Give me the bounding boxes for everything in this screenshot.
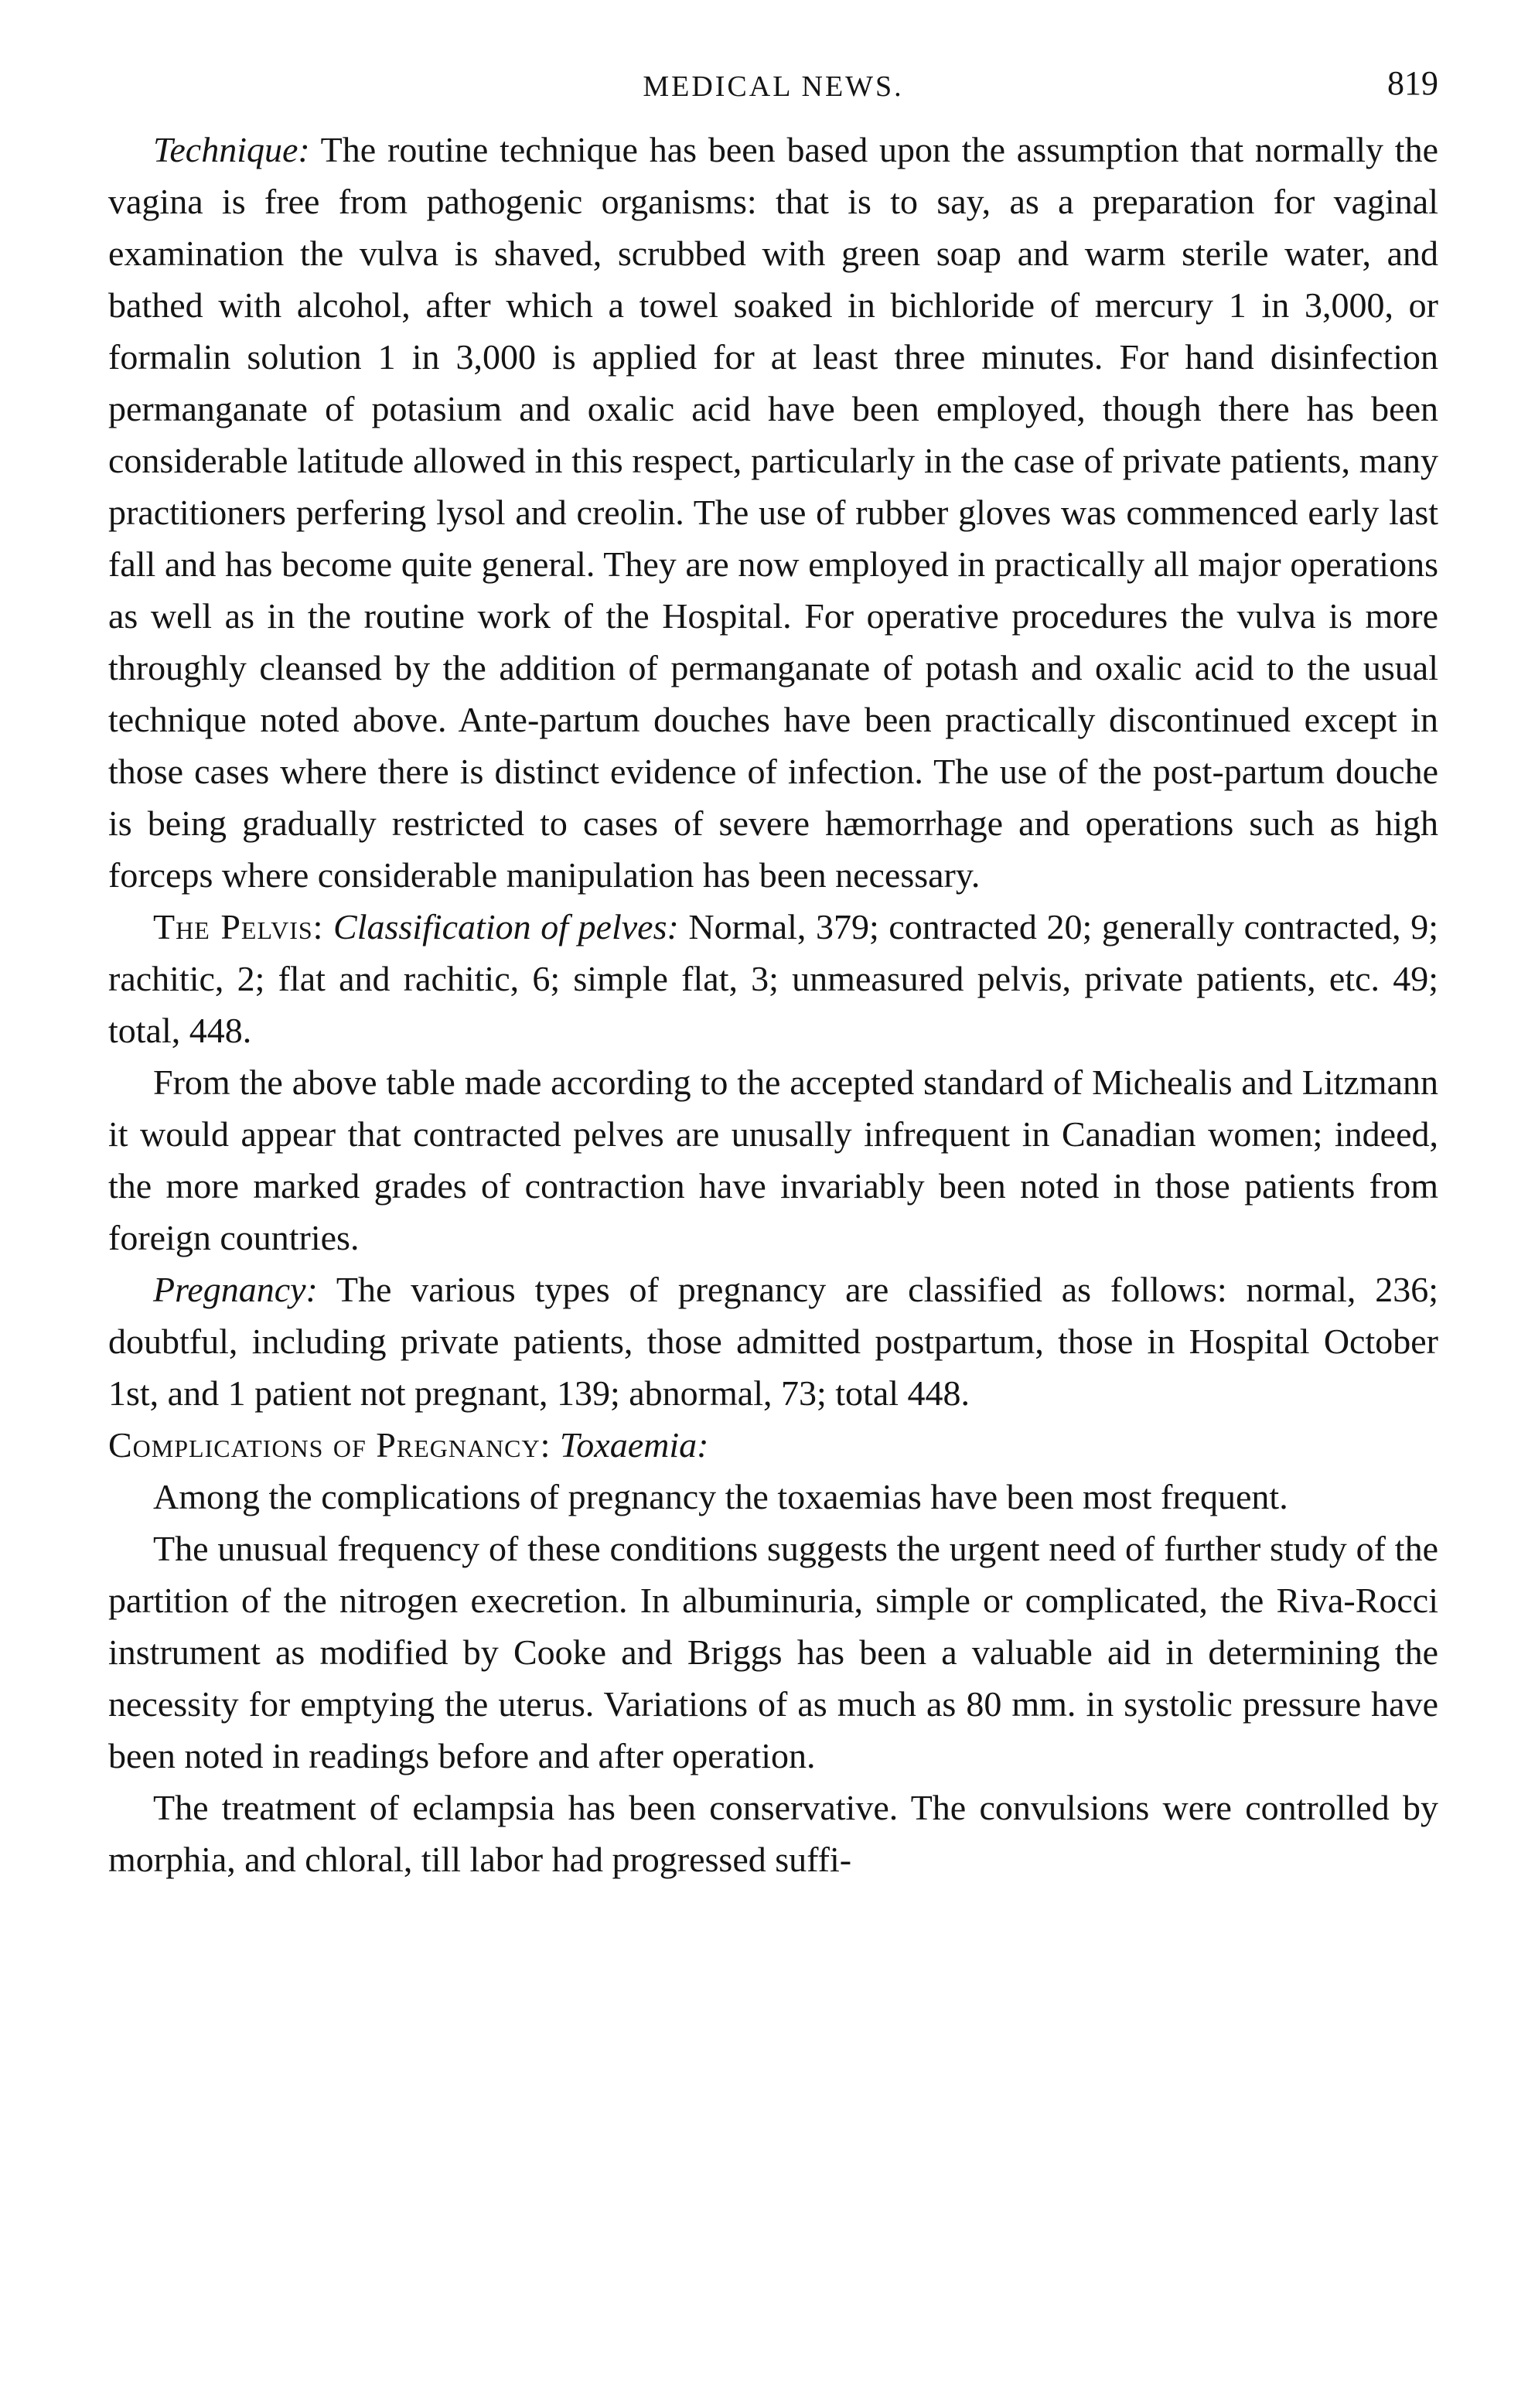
paragraph-text: The treatment of eclampsia has been conservative. The convulsions were controlled by morphia, and chloral, till labor had progressed suffi-: [108, 1788, 1438, 1879]
section-heading-pelvis: The Pelvis:: [153, 907, 324, 946]
section-lead-pregnancy: Pregnancy:: [153, 1270, 318, 1309]
paragraph-text: From the above table made according to the accepted standard of Michealis and Litzmann it would appear that contracted pelves are unusally infrequent in Canadian women; indeed, the more marked grades of contraction have invariably been noted in those patients from foreign countries.: [108, 1062, 1438, 1257]
running-title: MEDICAL NEWS.: [643, 70, 904, 103]
section-heading-complications: Complications of Pregnancy:: [108, 1425, 551, 1465]
article-body: [108, 124, 1438, 1885]
paragraph-pelves-commentary: [108, 1056, 1438, 1264]
paragraph-toxaemia-frequency: [108, 1471, 1438, 1523]
paragraph-text: The various types of pregnancy are classified as follows: normal, 236; doubtful, including private patients, those admitted postpartum, those in Hospital October 1st, and 1 patient not pregnant, 139; abnormal, 73; total 448.: [108, 1270, 1438, 1413]
paragraph-text: The routine technique has been based upon the assumption that normally the vagina is free from pathogenic organisms: that is to say, as a preparation for vaginal examination the vulva is shaved, scrubbed with green soap and warm sterile water, and bathed with alcohol, after which a towel soaked in bichloride of mercury 1 in 3,000, or formalin solution 1 in 3,000 is applied for at least three minutes. For hand disinfection permanganate of potasium and oxalic acid have been employed, though there has been considerable latitude allowed in this respect, particularly in the case of private patients, many practitioners perfering lysol and creolin. The use of rubber gloves was commenced early last fall and has become quite general. They are now employed in practically all major operations as well as in the routine work of the Hospital. For operative procedures the vulva is more throughly cleansed by the addition of permanganate of potash and oxalic acid to the usual technique noted above. Ante-partum douches have been practically discontinued except in those cases where there is distinct evidence of infection. The use of the post-partum douche is being gradually restricted to cases of severe hæmorrhage and operations such as high forceps where considerable manipulation has been necessary.: [108, 130, 1438, 895]
paragraph-technique: [108, 124, 1438, 901]
paragraph-pregnancy: [108, 1264, 1438, 1419]
paragraph-nitrogen-study: [108, 1523, 1438, 1782]
running-header: [108, 54, 1438, 124]
subheading-toxaemia: Toxaemia:: [551, 1425, 709, 1465]
paragraph-pelvis: [108, 901, 1438, 1056]
paragraph-text: Normal, 379; contracted 20; generally contracted, 9; rachitic, 2; flat and rachitic, 6; simple flat, 3; unmeasured pelvis, private patients, etc. 49; total, 448.: [108, 907, 1438, 1050]
section-lead-technique: Technique:: [153, 130, 310, 169]
page: [108, 54, 1438, 1885]
paragraph-text: Among the complications of pregnancy the toxaemias have been most frequent.: [153, 1477, 1288, 1516]
paragraph-text: The unusual frequency of these conditions suggests the urgent need of further study of the partition of the nitrogen execretion. In albuminuria, simple or complicated, the Riva-Rocci instrument as modified by Cooke and Briggs has been a valuable aid in determining the necessity for emptying the uterus. Variations of as much as 80 mm. in systolic pressure have been noted in readings before and after operation.: [108, 1529, 1438, 1775]
page-number: 819: [1387, 64, 1438, 102]
heading-complications: [108, 1419, 1438, 1471]
subheading-classification: Classification of pelves:: [323, 907, 679, 946]
paragraph-eclampsia-treatment: [108, 1782, 1438, 1885]
